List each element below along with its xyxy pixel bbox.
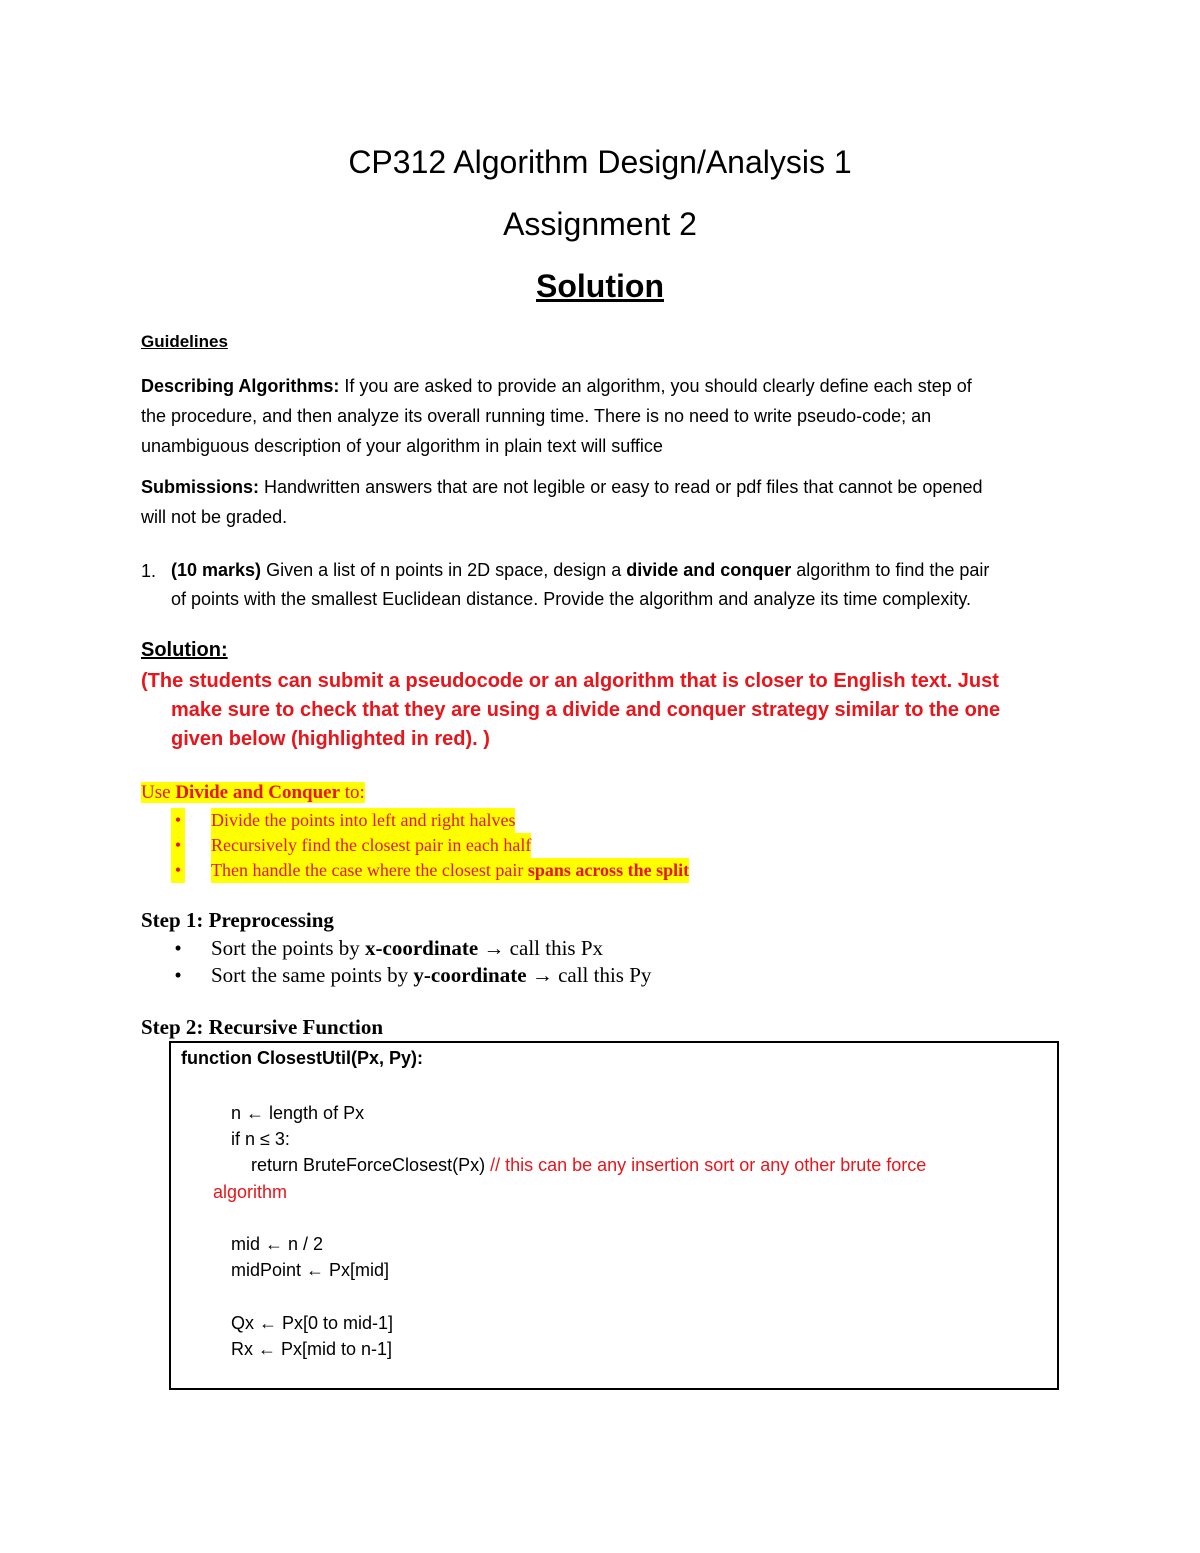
- step1-bullets: [171, 935, 871, 989]
- step1-b1-bold: x-coordinate: [365, 936, 479, 960]
- strategy-bullet-3: [211, 858, 689, 883]
- list-item: [171, 858, 871, 883]
- question-number: 1.: [141, 561, 157, 581]
- step1-b1-prefix: Sort the points by: [211, 936, 366, 960]
- grader-note-line2: make sure to check that they are using a divide and conquer strategy similar to the one: [171, 699, 1001, 721]
- strategy-intro-suffix: to:: [340, 782, 365, 803]
- list-item: [171, 833, 871, 858]
- course-title: CP312 Algorithm Design/Analysis 1: [348, 144, 852, 180]
- strategy-intro-prefix: Use: [141, 782, 176, 803]
- code-line-return: [251, 1155, 926, 1176]
- step1-b1-suffix: → call this Px: [478, 936, 604, 960]
- describing-label: Describing Algorithms:: [141, 376, 340, 396]
- code-line-if: if n ≤ 3:: [231, 1129, 290, 1149]
- code-line-qx: Qx ← Px[0 to mid-1]: [231, 1313, 394, 1333]
- strategy-bullet-1: Divide the points into left and right halves: [211, 808, 515, 833]
- step1-b2-suffix: → call this Py: [526, 963, 652, 987]
- question-line2: of points with the smallest Euclidean distance. Provide the algorithm and analyze its time complexity.: [171, 589, 972, 609]
- question-marks: (10 marks): [171, 560, 262, 580]
- submissions-paragraph: [141, 472, 982, 532]
- step1-b2-bold: y-coordinate: [413, 963, 527, 987]
- grader-note: [141, 667, 1000, 754]
- describing-line2: the procedure, and then analyze its overall running time. There is no need to write pseudo-code; an: [141, 406, 932, 426]
- solution-heading: Solution:: [141, 639, 228, 661]
- strategy-name: Divide and Conquer: [175, 782, 341, 803]
- list-item: [171, 962, 871, 989]
- step2-heading: Step 2: Recursive Function: [141, 1015, 384, 1039]
- list-item: [171, 935, 871, 962]
- code-line-mid: mid ← n / 2: [231, 1234, 324, 1254]
- question-text-b: algorithm to find the pair: [791, 560, 990, 580]
- code-line-n: n ← length of Px: [231, 1103, 365, 1123]
- code-line-midpoint: midPoint ← Px[mid]: [231, 1260, 390, 1280]
- strategy-bullets: [171, 808, 871, 883]
- code-comment: // this can be any insertion sort or any other brute force: [490, 1155, 927, 1175]
- describing-line3: unambiguous description of your algorithm in plain text will suffice: [141, 436, 663, 456]
- step1-bullet-1: [211, 935, 603, 962]
- step1-heading: Step 1: Preprocessing: [141, 908, 334, 932]
- list-item: [171, 808, 871, 833]
- strategy-intro: [141, 782, 365, 804]
- bullet-icon: •: [174, 963, 182, 987]
- question-bold-term: divide and conquer: [626, 560, 792, 580]
- bullet-icon: •: [171, 833, 185, 858]
- question-text: [171, 556, 989, 614]
- strategy-bullet-3-bold: spans across the split: [527, 860, 690, 880]
- code-line-rx: Rx ← Px[mid to n-1]: [231, 1339, 393, 1359]
- code-box: [169, 1041, 1059, 1390]
- code-return-text: return BruteForceClosest(Px): [251, 1155, 491, 1175]
- describing-algorithms-paragraph: [141, 371, 972, 461]
- code-comment-wrap: algorithm: [213, 1182, 288, 1202]
- solution-title: [0, 268, 1200, 305]
- question-text-a: Given a list of n points in 2D space, design a: [261, 560, 627, 580]
- guidelines-heading: Guidelines: [141, 332, 228, 351]
- assignment-title: Assignment 2: [503, 206, 697, 242]
- solution-title-text: Solution: [536, 268, 664, 304]
- bullet-icon: •: [171, 858, 185, 883]
- step1-b2-prefix: Sort the same points by: [211, 963, 414, 987]
- submissions-label: Submissions:: [141, 477, 260, 497]
- code-signature: function ClosestUtil(Px, Py):: [181, 1048, 424, 1068]
- describing-line1: If you are asked to provide an algorithm, you should clearly define each step of: [339, 376, 972, 396]
- submissions-line1: Handwritten answers that are not legible or easy to read or pdf files that cannot be opened: [259, 477, 983, 497]
- strategy-bullet-2: Recursively find the closest pair in each half: [211, 833, 531, 858]
- grader-note-line1: (The students can submit a pseudocode or an algorithm that is closer to English text. Just: [141, 670, 999, 692]
- submissions-line2: will not be graded.: [141, 507, 288, 527]
- bullet-icon: •: [174, 936, 182, 960]
- grader-note-line3: given below (highlighted in red). ): [171, 728, 490, 750]
- step1-bullet-2: [211, 962, 651, 989]
- strategy-bullet-3-text: Then handle the case where the closest pair: [211, 860, 528, 880]
- bullet-icon: •: [171, 808, 185, 833]
